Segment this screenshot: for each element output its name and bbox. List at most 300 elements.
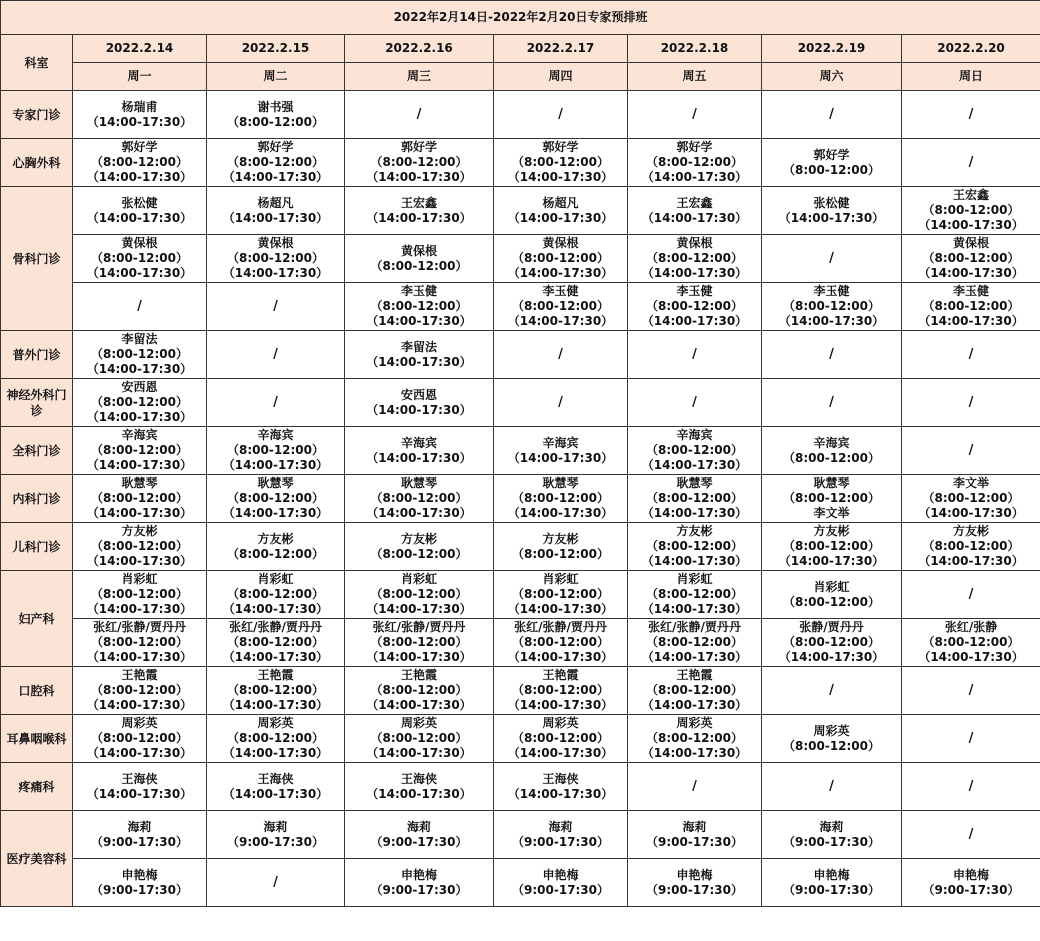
schedule-cell: [207, 763, 345, 811]
time-slot: （9:00-17:30）: [511, 834, 610, 849]
doctor-name: 王宏鑫: [676, 195, 713, 210]
time-slot: （8:00-12:00）: [645, 155, 744, 169]
doctor-name: 郭好学: [257, 140, 294, 154]
doctor-name: 方友彬: [542, 531, 579, 546]
time-slot: （14:00-17:30）: [86, 786, 193, 801]
date-header: 2022.2.18: [628, 35, 762, 63]
doctor-name: 张红/张静/贾丹丹: [93, 620, 186, 634]
time-slot: （8:00-12:00）: [511, 251, 610, 265]
schedule-cell: [762, 859, 902, 907]
time-slot: （14:00-17:30）: [222, 786, 329, 801]
weekday-header: 周四: [494, 63, 628, 91]
schedule-cell: [762, 91, 902, 139]
time-slot: （14:00-17:30）: [641, 170, 748, 184]
schedule-row: [1, 859, 1040, 907]
schedule-cell: [207, 715, 345, 763]
schedule-cell: [762, 379, 902, 427]
time-slot: （8:00-12:00）: [782, 299, 881, 313]
schedule-row: [1, 331, 1040, 379]
no-schedule-mark: /: [968, 587, 974, 602]
schedule-cell: [73, 187, 207, 235]
date-header: 2022.2.15: [207, 35, 345, 63]
schedule-cell: [73, 91, 207, 139]
no-schedule-mark: /: [829, 107, 834, 122]
time-slot: （14:00-17:30）: [366, 170, 472, 184]
time-slot: （9:00-17:30）: [645, 882, 744, 897]
time-slot: （14:00-17:30）: [86, 650, 193, 664]
schedule-cell: [345, 571, 494, 619]
schedule-cell: [902, 811, 1040, 859]
schedule-cell: [207, 859, 345, 907]
time-slot: （8:00-12:00）: [645, 491, 744, 505]
doctor-name: 肖彩虹: [813, 579, 850, 594]
schedule-cell: [207, 91, 345, 139]
schedule-cell: [207, 331, 345, 379]
time-slot: （8:00-12:00）: [90, 491, 189, 505]
dept-header: 科室: [1, 35, 73, 91]
doctor-name: 耿慧琴: [121, 476, 158, 490]
time-slot: （14:00-17:30）: [507, 450, 614, 465]
time-slot: （14:00-17:30）: [222, 210, 329, 225]
schedule-cell: [762, 523, 902, 571]
time-slot: （8:00-12:00）: [782, 450, 881, 465]
no-schedule-mark: /: [273, 299, 278, 314]
dept-name: 专家门诊: [1, 91, 73, 139]
time-slot: 李文举: [813, 506, 850, 520]
schedule-cell: [762, 331, 902, 379]
time-slot: （14:00-17:30）: [222, 602, 329, 616]
doctor-name: 黄保根: [257, 236, 294, 250]
time-slot: （8:00-12:00）: [645, 539, 744, 553]
schedule-cell: [73, 619, 207, 667]
time-slot: （9:00-17:30）: [370, 834, 468, 849]
time-slot: （8:00-12:00）: [90, 395, 189, 409]
schedule-cell: [345, 859, 494, 907]
doctor-name: 申艳梅: [542, 867, 579, 882]
schedule-cell: [494, 619, 628, 667]
time-slot: （8:00-12:00）: [782, 162, 881, 177]
doctor-name: 耿慧琴: [400, 476, 437, 490]
time-slot: （14:00-17:30）: [918, 218, 1024, 232]
no-schedule-mark: /: [558, 347, 563, 362]
doctor-name: 张松健: [121, 195, 158, 210]
schedule-cell: [762, 283, 902, 331]
doctor-name: 王艳霞: [257, 668, 294, 682]
time-slot: （14:00-17:30）: [86, 410, 193, 424]
schedule-cell: [762, 667, 902, 715]
time-slot: （14:00-17:30）: [222, 506, 329, 520]
time-slot: （14:00-17:30）: [918, 554, 1024, 568]
schedule-cell: [762, 763, 902, 811]
schedule-cell: [73, 331, 207, 379]
schedule-row: [1, 619, 1040, 667]
time-slot: （9:00-17:30）: [922, 882, 1020, 897]
time-slot: （14:00-17:30）: [86, 746, 193, 760]
doctor-name: 海莉: [548, 819, 573, 834]
time-slot: （14:00-17:30）: [918, 314, 1024, 328]
schedule-cell: [207, 379, 345, 427]
dept-name: 全科门诊: [1, 427, 73, 475]
time-slot: （8:00-12:00）: [511, 155, 610, 169]
time-slot: （8:00-12:00）: [90, 683, 189, 697]
schedule-cell: [207, 235, 345, 283]
schedule-row: [1, 379, 1040, 427]
no-schedule-mark: /: [558, 395, 563, 410]
schedule-cell: [628, 331, 762, 379]
schedule-cell: [73, 475, 207, 523]
time-slot: （9:00-17:30）: [90, 834, 189, 849]
doctor-name: 李留法: [400, 339, 437, 354]
no-schedule-mark: /: [273, 395, 278, 410]
schedule-cell: [494, 667, 628, 715]
doctor-name: 海莉: [127, 819, 152, 834]
time-slot: （14:00-17:30）: [641, 458, 748, 472]
schedule-cell: [628, 283, 762, 331]
schedule-row: [1, 91, 1040, 139]
schedule-cell: [902, 763, 1040, 811]
dept-name: 儿科门诊: [1, 523, 73, 571]
time-slot: （9:00-17:30）: [511, 882, 610, 897]
weekday-header: 周二: [207, 63, 345, 91]
time-slot: （8:00-12:00）: [370, 155, 468, 169]
time-slot: （14:00-17:30）: [366, 314, 472, 328]
dept-name: 口腔科: [1, 667, 73, 715]
time-slot: （14:00-17:30）: [222, 458, 329, 472]
schedule-cell: [494, 379, 628, 427]
no-schedule-mark: /: [829, 395, 834, 410]
schedule-cell: [628, 763, 762, 811]
time-slot: （8:00-12:00）: [511, 299, 610, 313]
schedule-row: [1, 283, 1040, 331]
doctor-name: 周彩英: [400, 716, 437, 730]
doctor-name: 黄保根: [676, 236, 713, 250]
doctor-name: 郭好学: [542, 140, 579, 154]
doctor-name: 黄保根: [542, 236, 579, 250]
schedule-cell: [345, 187, 494, 235]
schedule-cell: [762, 427, 902, 475]
schedule-cell: [73, 427, 207, 475]
no-schedule-mark: /: [558, 107, 563, 122]
time-slot: （14:00-17:30）: [222, 746, 329, 760]
time-slot: （14:00-17:30）: [641, 314, 748, 328]
schedule-cell: [628, 91, 762, 139]
schedule-cell: [628, 859, 762, 907]
time-slot: （8:00-12:00）: [370, 731, 468, 745]
schedule-cell: [902, 475, 1040, 523]
time-slot: （14:00-17:30）: [778, 210, 885, 225]
doctor-name: 海莉: [682, 819, 707, 834]
schedule-cell: [902, 571, 1040, 619]
no-schedule-mark: /: [968, 347, 974, 362]
schedule-cell: [345, 379, 494, 427]
time-slot: （14:00-17:30）: [641, 650, 748, 664]
schedule-cell: [628, 427, 762, 475]
schedule-cell: [345, 523, 494, 571]
doctor-name: 方友彬: [257, 531, 294, 546]
doctor-name: 肖彩虹: [400, 572, 437, 586]
doctor-name: 辛海宾: [257, 428, 294, 442]
schedule-cell: [73, 715, 207, 763]
schedule-cell: [345, 235, 494, 283]
schedule-cell: [628, 523, 762, 571]
schedule-cell: [494, 523, 628, 571]
weekday-header: 周一: [73, 63, 207, 91]
schedule-cell: [628, 571, 762, 619]
time-slot: （8:00-12:00）: [922, 491, 1020, 505]
date-header: 2022.2.14: [73, 35, 207, 63]
schedule-cell: [628, 715, 762, 763]
doctor-name: 耿慧琴: [257, 476, 294, 490]
no-schedule-mark: /: [692, 347, 697, 362]
schedule-cell: [494, 859, 628, 907]
schedule-cell: [902, 379, 1040, 427]
time-slot: （14:00-17:30）: [641, 602, 748, 616]
schedule-cell: [762, 571, 902, 619]
schedule-cell: [902, 235, 1040, 283]
no-schedule-mark: /: [829, 683, 834, 698]
schedule-cell: [628, 187, 762, 235]
schedule-cell: [207, 619, 345, 667]
doctor-name: 李玉健: [953, 284, 990, 298]
dept-name: 耳鼻咽喉科: [1, 715, 73, 763]
time-slot: （14:00-17:30）: [86, 170, 193, 184]
time-slot: （14:00-17:30）: [366, 506, 472, 520]
doctor-name: 王海侠: [121, 771, 158, 786]
time-slot: （8:00-12:00）: [370, 546, 468, 561]
schedule-cell: [628, 619, 762, 667]
schedule-cell: [73, 859, 207, 907]
date-header: 2022.2.17: [494, 35, 628, 63]
schedule-cell: [73, 139, 207, 187]
time-slot: （14:00-17:30）: [778, 314, 885, 328]
doctor-name: 张红/张静/贾丹丹: [514, 620, 607, 634]
time-slot: （14:00-17:30）: [641, 266, 748, 280]
doctor-name: 辛海宾: [400, 435, 437, 450]
schedule-cell: [207, 139, 345, 187]
schedule-cell: [902, 187, 1040, 235]
schedule-cell: [628, 667, 762, 715]
date-header: 2022.2.20: [902, 35, 1040, 63]
time-slot: （14:00-17:30）: [366, 210, 472, 225]
time-slot: （8:00-12:00）: [511, 731, 610, 745]
time-slot: （9:00-17:30）: [370, 882, 468, 897]
schedule-cell: [902, 619, 1040, 667]
doctor-name: 海莉: [406, 819, 431, 834]
schedule-cell: [902, 715, 1040, 763]
schedule-cell: [73, 667, 207, 715]
time-slot: （8:00-12:00）: [782, 635, 881, 649]
time-slot: （8:00-12:00）: [645, 299, 744, 313]
time-slot: （8:00-12:00）: [226, 731, 325, 745]
schedule-cell: [73, 379, 207, 427]
dept-name: 疼痛科: [1, 763, 73, 811]
time-slot: （14:00-17:30）: [222, 698, 329, 712]
schedule-cell: [902, 91, 1040, 139]
doctor-name: 王海侠: [400, 771, 437, 786]
doctor-name: 方友彬: [676, 524, 713, 538]
doctor-name: 郭好学: [676, 140, 713, 154]
doctor-name: 杨瑞甫: [121, 99, 158, 114]
time-slot: （14:00-17:30）: [86, 114, 193, 129]
time-slot: （14:00-17:30）: [222, 170, 329, 184]
doctor-name: 申艳梅: [676, 867, 713, 882]
dept-name: 神经外科门诊: [1, 379, 73, 427]
schedule-cell: [345, 139, 494, 187]
doctor-name: 周彩英: [121, 716, 158, 730]
no-schedule-mark: /: [137, 299, 142, 314]
schedule-cell: [628, 379, 762, 427]
doctor-name: 耿慧琴: [813, 476, 850, 490]
time-slot: （14:00-17:30）: [507, 314, 614, 328]
time-slot: （8:00-12:00）: [511, 546, 610, 561]
doctor-name: 李玉健: [813, 284, 850, 298]
schedule-cell: [494, 187, 628, 235]
doctor-name: 李玉健: [676, 284, 713, 298]
doctor-name: 申艳梅: [400, 867, 437, 882]
doctor-name: 王艳霞: [121, 668, 158, 682]
doctor-name: 申艳梅: [953, 867, 990, 882]
schedule-row: [1, 523, 1040, 571]
time-slot: （8:00-12:00）: [226, 683, 325, 697]
time-slot: （8:00-12:00）: [226, 546, 325, 561]
doctor-name: 辛海宾: [542, 435, 579, 450]
schedule-cell: [902, 859, 1040, 907]
schedule-cell: [207, 811, 345, 859]
schedule-cell: [902, 667, 1040, 715]
doctor-name: 李留法: [121, 332, 158, 346]
time-slot: （8:00-12:00）: [511, 587, 610, 601]
no-schedule-mark: /: [829, 251, 834, 266]
no-schedule-mark: /: [416, 107, 422, 122]
time-slot: （14:00-17:30）: [366, 786, 472, 801]
schedule-row: [1, 475, 1040, 523]
doctor-name: 张红/张静/贾丹丹: [372, 620, 466, 634]
no-schedule-mark: /: [968, 731, 974, 746]
schedule-cell: [762, 619, 902, 667]
no-schedule-mark: /: [968, 827, 974, 842]
time-slot: （8:00-12:00）: [370, 587, 468, 601]
doctor-name: 黄保根: [121, 236, 158, 250]
schedule-cell: [207, 667, 345, 715]
no-schedule-mark: /: [829, 779, 834, 794]
dept-name: 医疗美容科: [1, 811, 73, 907]
no-schedule-mark: /: [692, 107, 697, 122]
time-slot: （8:00-12:00）: [370, 258, 468, 273]
schedule-cell: [207, 475, 345, 523]
doctor-name: 方友彬: [953, 524, 990, 538]
date-header: 2022.2.19: [762, 35, 902, 63]
time-slot: （8:00-12:00）: [226, 635, 325, 649]
schedule-cell: [494, 475, 628, 523]
doctor-name: 郭好学: [813, 147, 850, 162]
schedule-cell: [628, 811, 762, 859]
no-schedule-mark: /: [692, 395, 697, 410]
time-slot: （14:00-17:30）: [641, 210, 748, 225]
time-slot: （8:00-12:00）: [645, 683, 744, 697]
schedule-cell: [207, 571, 345, 619]
doctor-name: 杨超凡: [542, 195, 579, 210]
schedule-row: [1, 571, 1040, 619]
schedule-cell: [73, 763, 207, 811]
time-slot: （8:00-12:00）: [922, 203, 1020, 217]
no-schedule-mark: /: [968, 155, 974, 170]
time-slot: （14:00-17:30）: [507, 506, 614, 520]
no-schedule-mark: /: [968, 443, 974, 458]
schedule-row: [1, 427, 1040, 475]
doctor-name: 王艳霞: [542, 668, 579, 682]
time-slot: （14:00-17:30）: [86, 362, 193, 376]
time-slot: （8:00-12:00）: [226, 155, 325, 169]
schedule-row: [1, 187, 1040, 235]
time-slot: （14:00-17:30）: [507, 786, 614, 801]
doctor-name: 张红/张静/贾丹丹: [229, 620, 322, 634]
schedule-row: [1, 763, 1040, 811]
schedule-cell: [494, 91, 628, 139]
schedule-cell: [73, 523, 207, 571]
schedule-cell: [345, 331, 494, 379]
schedule-cell: [345, 715, 494, 763]
doctor-name: 黄保根: [400, 243, 437, 258]
schedule-row: [1, 715, 1040, 763]
no-schedule-mark: /: [829, 347, 834, 362]
doctor-name: 申艳梅: [813, 867, 850, 882]
time-slot: （9:00-17:30）: [782, 834, 881, 849]
no-schedule-mark: /: [968, 107, 974, 122]
time-slot: （14:00-17:30）: [918, 650, 1024, 664]
time-slot: （8:00-12:00）: [511, 683, 610, 697]
time-slot: （14:00-17:30）: [507, 602, 614, 616]
time-slot: （8:00-12:00）: [782, 539, 881, 553]
time-slot: （8:00-12:00）: [370, 491, 468, 505]
time-slot: （8:00-12:00）: [226, 491, 325, 505]
time-slot: （8:00-12:00）: [226, 114, 325, 129]
doctor-name: 张红/张静/贾丹丹: [648, 620, 741, 634]
time-slot: （14:00-17:30）: [918, 506, 1024, 520]
doctor-name: 周彩英: [257, 716, 294, 730]
time-slot: （14:00-17:30）: [86, 458, 193, 472]
time-slot: （8:00-12:00）: [645, 443, 744, 457]
time-slot: （8:00-12:00）: [90, 635, 189, 649]
doctor-name: 王艳霞: [400, 668, 437, 682]
time-slot: （8:00-12:00）: [511, 491, 610, 505]
weekday-header: 周三: [345, 63, 494, 91]
doctor-name: 海莉: [263, 819, 288, 834]
doctor-name: 李玉健: [400, 284, 437, 298]
time-slot: （8:00-12:00）: [782, 738, 881, 753]
schedule-cell: [345, 91, 494, 139]
schedule-cell: [628, 475, 762, 523]
doctor-name: 王艳霞: [676, 668, 713, 682]
time-slot: （14:00-17:30）: [86, 506, 193, 520]
doctor-name: 肖彩虹: [121, 572, 158, 586]
doctor-name: 耿慧琴: [676, 476, 713, 490]
time-slot: （8:00-12:00）: [370, 683, 468, 697]
time-slot: （14:00-17:30）: [86, 602, 193, 616]
doctor-name: 李玉健: [542, 284, 579, 298]
date-header: 2022.2.16: [345, 35, 494, 63]
doctor-name: 周彩英: [813, 723, 850, 738]
schedule-cell: [345, 283, 494, 331]
time-slot: （8:00-12:00）: [922, 299, 1020, 313]
doctor-name: 方友彬: [121, 524, 158, 538]
doctor-name: 谢书强: [257, 99, 294, 114]
time-slot: （14:00-17:30）: [507, 698, 614, 712]
doctor-name: 辛海宾: [813, 435, 850, 450]
dept-name: 妇产科: [1, 571, 73, 667]
time-slot: （8:00-12:00）: [90, 443, 189, 457]
doctor-name: 方友彬: [400, 531, 437, 546]
time-slot: （8:00-12:00）: [922, 635, 1020, 649]
